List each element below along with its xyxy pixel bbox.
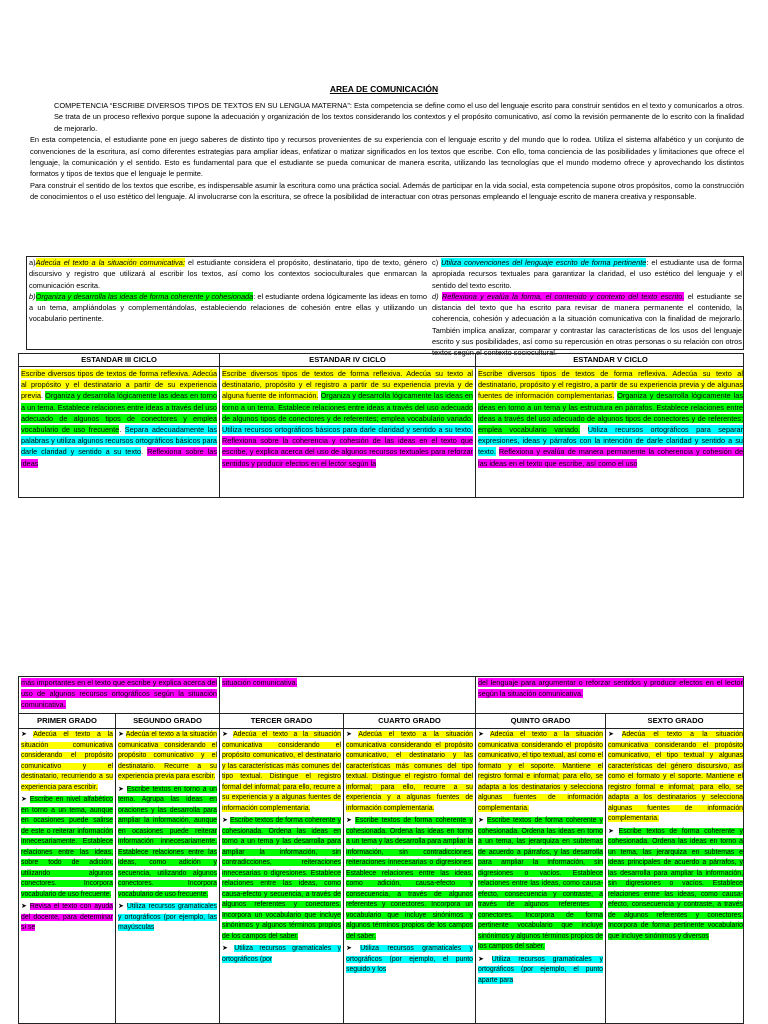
estandar-v-organiza: Organiza y desarrolla lógicamente las ideas en torno a un tema y las estructura en párrafos. Establece relaciones entre ideas a través del uso adecuado de algunos tipos de conectores y de referentes; emplea vocabulario variado. [478,391,743,435]
competencia-definition: COMPETENCIA “ESCRIBE DIVERSOS TIPOS DE TEXTOS EN SU LENGUA MATERNA”: Esta competencia se define como el uso del lenguaje escrito para construir sentidos en el texto y comunicarlos a otros. Se trata de un proceso reflexivo porque supone la adecuación y organización de los textos considerando los contextos y el propósito comunicativo, así como la revisión permanente de lo escrito con la finalidad de mejorarlo. [54,101,744,133]
page-title: AREA DE COMUNICACIÓN [329,84,439,94]
tercero-utiliza: Utiliza recursos gramaticales y ortográficos (por [222,945,341,963]
estandar-v-body [476,367,744,470]
quinto-escribe: Escribe textos de forma coherente y cohesionada. Ordena las ideas en torno a un tema, las jerarquiza en subtemas de acuerdo a párrafos, y las desarrolla para ampliar la información, sin digresiones o vacíos. Establece relaciones entre las ideas, como causa-efecto, consecuencia y contraste, a través de algunos referentes y conectores. Incorpora de forma pertinente vocabulario que incluye sinónimos y algunos términos propios de los campos del saber. [478,817,603,950]
estandar-iii-adecua: Escribe diversos tipos de textos de forma reflexiva. Adecúa al propósito y el destinatario a partir de su experiencia previa [21,369,217,401]
capacidad-b-label: b) [29,291,36,301]
estandar-v-continuation-text: del lenguaje para argumentar o reforzar sentidos y producir efectos en el lector según la situación comunicativa. [478,678,743,699]
estandar-v-utiliza: Utiliza recursos ortográficos para separar expresiones, ideas y párrafos con la intención de darle claridad y sentido a su texto. [478,425,743,457]
grado-primero-body [19,729,115,937]
quinto-utiliza: Utiliza recursos gramaticales y ortográficos (por ejemplo, el punto aparte para [478,955,603,984]
grado-sexto-column [606,713,744,1023]
bullet-arrow-icon: ➤ [21,731,27,738]
grado-sexto-body [606,729,744,945]
capacidad-d-text: el estudiante se distancia del texto que ha escrito para revisar de manera permanente el contenido, la coherencia, cohesión y adecuación a la situación comunicativa con la finalidad de mejorarlo. También implica analizar, comparar y contrastar las características de los usos del lenguaje escrito y sus posibilidades, así como su repercusión en otras personas o su relación con otros textos según el contexto sociocultural. [432,291,742,358]
estandar-iv-adecua: Escribe diversos tipos de textos de forma reflexiva. Adecúa su texto al destinatario, propósito y el registro a partir de su experiencia previa y de alguna fuente de información. [222,369,473,401]
capacidad-d-title: Reflexiona y evalúa la forma, el contenido y contexto del texto escrito. [441,291,685,301]
estandar-iv-organiza: Organiza y desarrolla lógicamente las ideas en torno a un tema. Establece relaciones entre ideas a través del uso adecuado de algunos tipos de conectores y de referentes; emplea vocabulario variado. [222,391,473,423]
capacidad-b [29,291,427,325]
capacidad-c-title: Utiliza convenciones del lenguaje escrito de forma pertinente [441,258,647,267]
grado-cuarto-column [344,713,476,1023]
capacidades-right [432,257,742,359]
capacidad-a [29,257,427,291]
sexto-adecua: Adecúa el texto a la situación comunicativa considerando el propósito comunicativo, el tipo textual y algunas características del género discursivo, así como el formato y el soporte. Mantiene el registro formal e informal; para ello, se adapta a los destinatarios y selecciona algunas fuentes de información complementaria. [608,731,743,822]
primero-adecua: Adecúa el texto a la situación comunicativa considerando el propósito comunicativo y el destinatario, recurriendo a su experiencia para escribir. [21,731,113,791]
grado-tercero-column [220,713,344,1023]
estandar-iv-continuation [220,677,476,713]
bullet-arrow-icon: ➤ [222,945,228,952]
grado-quinto-column [476,713,606,1023]
estandares-table [18,353,744,498]
estandar-iv-utiliza: Utiliza recursos ortográficos básicos para darle claridad y sentido a su texto. [222,425,473,435]
grado-cuarto-header: CUARTO GRADO [344,713,475,729]
estandar-v-header: ESTANDAR V CICLO [476,354,744,367]
segundo-utiliza: Utiliza recursos gramaticales y ortográficos (por ejemplo, las mayúsculas [118,903,218,931]
bullet-arrow-icon: ➤ [21,796,27,803]
estandar-v-column [476,354,744,497]
estandar-iii-utiliza: Separa adecuadamente las palabras y utiliza algunos recursos ortográficos básicos para darle claridad y sentido a su texto [21,425,218,457]
capacidad-c [432,257,742,291]
estandar-iv-body [220,367,475,470]
capacidad-c-text: : el estudiante usa de forma apropiada recursos textuales para garantizar la claridad, el uso estético del lenguaje y el sentido del texto escrito. [432,258,742,290]
capacidad-c-label: c) [432,258,439,267]
grado-sexto-header: SEXTO GRADO [606,713,744,729]
sexto-escribe: Escribe textos de forma coherente y cohesionada. Ordena las ideas en torno a un tema, las jerarquiza en subtemas e ideas principales de acuerdo a párrafos, y las desarrolla para ampliar la información, sin digresiones o vacíos. Establece relaciones entre las ideas, como causa-efecto, consecuencia y contraste, a través de algunos referentes y conectores. Incorpora de forma pertinente vocabulario que incluye sinónimos y diversos [608,827,743,940]
bullet-arrow-icon: ➤ [608,827,614,835]
bullet-arrow-icon: ➤ [346,731,352,738]
bullet-arrow-icon: ➤ [222,731,228,738]
segundo-escribe: Escribe textos en torno a un tema. Agrupa las ideas en oraciones y las desarrolla para ampliar la información, aunque en ocasiones puede reiterar información innecesariamente. Establece relaciones entre las ideas, como adición y secuencia, utilizando algunos conectores. Incorpora vocabulario de uso frecuente. [118,785,217,898]
capacidades-box [26,256,744,358]
capacidad-a-text: el estudiante considera el propósito, destinatario, tipo de texto, género discursivo y registro que utilizará al escribir los textos, así como los contextos socioculturales que enmarcan la comunicación escrita. [29,258,427,290]
grado-tercero-body [220,729,343,968]
grado-primero-column [19,713,116,1023]
bullet-arrow-icon: ➤ [118,731,124,738]
estandar-iii-continuation-text: más importantes en el texto que escribe y explica acerca del uso de algunos recursos ortográficos según la situación comunicativa. [21,678,217,710]
capacidad-d [432,291,742,359]
cuarto-escribe: Escribe textos de forma coherente y cohesionada. Ordena las ideas en torno a un tema y las desarrolla para ampliar la información, sin contradicciones, reiteraciones innecesarias o digresiones. Establece relaciones entre las ideas, como adición, causa-efecto y consecuencia, a través de algunos referentes y conectores. Incorpora un vocabulario que incluye sinónimos y algunos términos propios de los campos del saber. [346,817,473,940]
bullet-arrow-icon: ➤ [118,903,124,910]
bullet-arrow-icon: ➤ [478,955,484,963]
estandar-v-continuation [476,677,744,713]
grado-segundo-header: SEGUNDO GRADO [116,713,219,729]
grado-cuarto-body [344,729,475,979]
bullet-arrow-icon: ➤ [222,817,228,824]
estandar-iv-header: ESTANDAR IV CICLO [220,354,475,367]
cuarto-utiliza: Utiliza recursos gramaticales y ortográficos (por ejemplo, el punto seguido y los [346,945,473,973]
estandar-iv-column [220,354,476,497]
competencia-paragraph-2: En esta competencia, el estudiante pone en juego saberes de distinto tipo y recursos provenientes de su experiencia con el lenguaje escrito y del mundo que lo rodea. Utiliza el sistema alfabético y un conjunto de convenciones de la escritura, así como diferentes estrategias para ampliar ideas, enfatizar o matizar significados en los textos que escribe. Con ello, toma conciencia de las posibilidades y limitaciones que ofrece el lenguaje, la comunicación y el sentido. Esto es fundamental para que el estudiante se pueda comunicar de manera escrita, utilizando las tecnologías que el mundo moderno ofrece y aprovechando los distintos formatos y tipos de textos que el lenguaje le permite. [30,135,744,179]
grado-quinto-body [476,729,605,989]
grado-quinto-header: QUINTO GRADO [476,713,605,729]
estandar-iv-continuation-text: situación comunicativa. [222,678,298,687]
bullet-arrow-icon: ➤ [346,945,352,952]
bullet-arrow-icon: ➤ [118,785,124,793]
capacidad-d-label: d) [432,291,439,301]
estandar-iii-header: ESTANDAR III CICLO [19,354,219,367]
primero-escribe: Escribe en nivel alfabético en torno a un tema, aunque en ocasiones puede salirse de este o reiterar información innecesariamente. Establece relaciones entre las ideas, sobre todo de adición, utilizando algunos conectores. Incorpora vocabulario de uso frecuente. [21,796,113,898]
primero-revisa: Revisa el texto con ayuda del docente, para determinar si se [21,903,114,931]
capacidad-b-text: : el estudiante ordena lógicamente las ideas en torno a un tema, ampliándolas y complementándolas, estableciendo relaciones de cohesión entre ellas y utilizando un vocabulario pertinente. [29,291,427,324]
tercero-escribe: Escribe textos de forma coherente y cohesionada. Ordena las ideas en torno a un tema y las desarrolla para ampliar la información, sin contradicciones, reiteraciones innecesarias o digresiones. Establece relaciones entre las ideas, como causa-efecto y secuencia, a través de algunos referentes y conectores. Incorpora un vocabulario que incluye sinónimos y algunos términos propios de los campos del saber. [222,817,341,940]
estandar-iii-body: Escribe diversos tipos de textos de forma reflexiva. Adecúa al propósito y el destinatario a partir de su experiencia previa. Organiza y desarrolla lógicamente las ideas en torno a un tema. Establece relaciones entre ideas a través del uso adecuado de algunos tipos de conectores y emplea vocabulario de uso frecuente. Separa adecuadamente las palabras y utiliza algunos recursos ortográficos básicos para darle claridad y sentido a su texto. Reflexiona sobre las ideas [21,369,218,468]
grado-tercero-header: TERCER GRADO [220,713,343,729]
grado-segundo-column [116,713,220,1023]
bullet-arrow-icon: ➤ [608,731,614,738]
competencia-paragraph-3: Para construir el sentido de los textos que escribe, es indispensable asumir la escritura como una práctica social. Además de participar en la vida social, esta competencia supone otros propósitos, como la construcción de conocimientos o el uso estético del lenguaje. Al involucrarse con la escritura, se ofrece la posibilidad de interactuar con otras personas empleando el lenguaje escrito de manera creativa y responsable. [30,180,744,202]
bullet-arrow-icon: ➤ [346,817,352,824]
estandar-iii-organiza: Organiza y desarrolla lógicamente las ideas en torno a un tema. Establece relaciones entre ideas a través del uso adecuado de algunos tipos de conectores y emplea vocabulario de uso frecuente [21,391,218,435]
grados-table [18,676,744,1024]
capacidades-left [29,257,427,325]
segundo-adecua: Adecúa el texto a la situación comunicativa considerando el propósito comunicativo y el destinatario. Recurre a su experiencia previa para escribir. [118,731,217,780]
bullet-arrow-icon: ➤ [478,731,484,738]
grado-primero-header: PRIMER GRADO [19,713,115,729]
estandar-v-adecua: Escribe diversos tipos de textos de forma reflexiva. Adecúa su texto al destinatario, propósito y el registro, a partir de su experiencia previa y de algunas fuentes de información complementarias. [478,369,743,401]
estandar-iii-column [19,354,220,497]
estandar-iii-reflexiona: Reflexiona sobre las ideas [21,447,217,468]
bullet-arrow-icon: ➤ [21,903,27,910]
cuarto-adecua: Adecúa el texto a la situación comunicativa considerando el propósito comunicativo, el destinatario y las características más comunes del tipo textual. Distingue el registro formal del informal; para ello, recurre a su experiencia y a algunas fuentes de información complementaria. [346,731,473,812]
tercero-adecua: Adecúa el texto a la situación comunicativa considerando el propósito comunicativo, el destinatario y las características más comunes del tipo textual. Distingue el registro formal del informal; para ello, recurre a su experiencia y a algunas fuentes de información complementaria. [222,731,341,812]
estandar-iii-continuation [19,677,220,713]
capacidad-b-title: Organiza y desarrolla las ideas de forma coherente y cohesionada [35,291,254,301]
capacidad-a-label: a) [29,258,36,267]
capacidad-a-title: Adecúa el texto a la situación comunicativa: [35,258,185,267]
bullet-arrow-icon: ➤ [478,817,484,824]
quinto-adecua: Adecúa el texto a la situación comunicativa considerando el propósito comunicativo, el tipo textual, así como el formato y el soporte. Mantiene el registro formal e informal; para ello, se adapta a los destinatarios y selecciona algunas fuentes de información complementaria. [478,731,603,812]
estandar-v-reflexiona: Reflexiona y evalúa de manera permanente la coherencia y cohesión de las ideas en el texto que escribe, así como el uso [478,447,744,468]
grado-segundo-body [116,729,219,937]
competencia-block [30,100,744,255]
estandar-iv-reflexiona: Reflexiona sobre la coherencia y cohesión de las ideas en el texto que escribe, y explica acerca del uso de algunos recursos textuales para reforzar sentidos y producir efectos en el lector según la [222,436,473,468]
